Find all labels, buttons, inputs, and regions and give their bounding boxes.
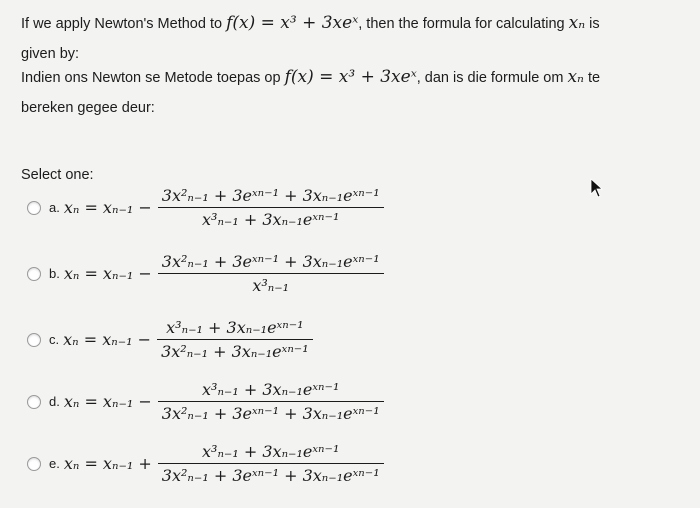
fraction-bar [158, 463, 384, 464]
option-e-numerator: x³ₙ₋₁ + 3xₙ₋₁eˣⁿ⁻¹ [202, 442, 340, 461]
option-c-denominator: 3x²ₙ₋₁ + 3xₙ₋₁eˣⁿ⁻¹ [161, 342, 309, 362]
radio-option-b[interactable] [27, 267, 41, 281]
option-a[interactable] [27, 186, 384, 229]
radio-option-d[interactable] [27, 395, 41, 409]
option-c-letter: c. [49, 332, 60, 348]
fraction-bar [158, 401, 384, 402]
question-af-suffix: te [583, 70, 601, 86]
function-en: f(x) = x³ + 3xeˣ [226, 13, 359, 33]
option-d-fraction [158, 380, 384, 423]
question-en-line2: given by: [21, 46, 80, 62]
fraction-bar [157, 339, 313, 340]
select-one-label: Select one: [21, 167, 94, 183]
option-d-numerator: x³ₙ₋₁ + 3xₙ₋₁eˣⁿ⁻¹ [202, 380, 340, 399]
question-af-middle: , dan is die formule om [416, 70, 568, 86]
option-e[interactable] [27, 442, 384, 485]
question-en-prefix: If we apply Newton's Method to [21, 16, 227, 32]
option-e-fraction [158, 442, 384, 485]
mouse-pointer-icon [590, 178, 604, 198]
option-a-denominator: x³ₙ₋₁ + 3xₙ₋₁eˣⁿ⁻¹ [202, 210, 340, 230]
option-e-denominator: 3x²ₙ₋₁ + 3eˣⁿ⁻¹ + 3xₙ₋₁eˣⁿ⁻¹ [161, 466, 380, 486]
option-d[interactable] [27, 380, 384, 423]
option-d-denominator: 3x²ₙ₋₁ + 3eˣⁿ⁻¹ + 3xₙ₋₁eˣⁿ⁻¹ [161, 404, 380, 424]
option-c-lhs: xₙ = xₙ₋₁ − [63, 330, 152, 350]
option-e-lhs: xₙ = xₙ₋₁ + [63, 454, 152, 474]
option-c-fraction [157, 318, 313, 361]
fraction-bar [158, 273, 384, 274]
question-afrikaans [21, 62, 691, 123]
option-a-letter: a. [49, 200, 60, 216]
question-en-middle: , then the formula for calculating [358, 16, 569, 32]
var-en: xₙ [568, 13, 586, 33]
radio-option-c[interactable] [27, 333, 41, 347]
option-d-letter: d. [49, 394, 60, 410]
option-a-numerator: 3x²ₙ₋₁ + 3eˣⁿ⁻¹ + 3xₙ₋₁eˣⁿ⁻¹ [161, 186, 380, 205]
option-b-letter: b. [49, 266, 60, 282]
option-c-numerator: x³ₙ₋₁ + 3xₙ₋₁eˣⁿ⁻¹ [166, 318, 304, 337]
fraction-bar [158, 207, 384, 208]
option-a-lhs: xₙ = xₙ₋₁ − [63, 198, 152, 218]
question-af-prefix: Indien ons Newton se Metode toepas op [21, 70, 285, 86]
option-b[interactable] [27, 252, 384, 295]
option-b-denominator: x³ₙ₋₁ [252, 276, 290, 296]
option-b-lhs: xₙ = xₙ₋₁ − [63, 264, 152, 284]
function-af: f(x) = x³ + 3xeˣ [284, 67, 417, 87]
question-af-line2: bereken gegee deur: [21, 100, 155, 116]
radio-option-a[interactable] [27, 201, 41, 215]
question-english [21, 8, 691, 69]
option-a-fraction [158, 186, 384, 229]
option-d-lhs: xₙ = xₙ₋₁ − [63, 392, 152, 412]
option-b-fraction [158, 252, 384, 295]
option-c[interactable] [27, 318, 313, 361]
question-en-suffix: is [585, 16, 600, 32]
radio-option-e[interactable] [27, 457, 41, 471]
var-af: xₙ [567, 67, 584, 87]
option-e-letter: e. [49, 456, 60, 472]
option-b-numerator: 3x²ₙ₋₁ + 3eˣⁿ⁻¹ + 3xₙ₋₁eˣⁿ⁻¹ [161, 252, 380, 271]
